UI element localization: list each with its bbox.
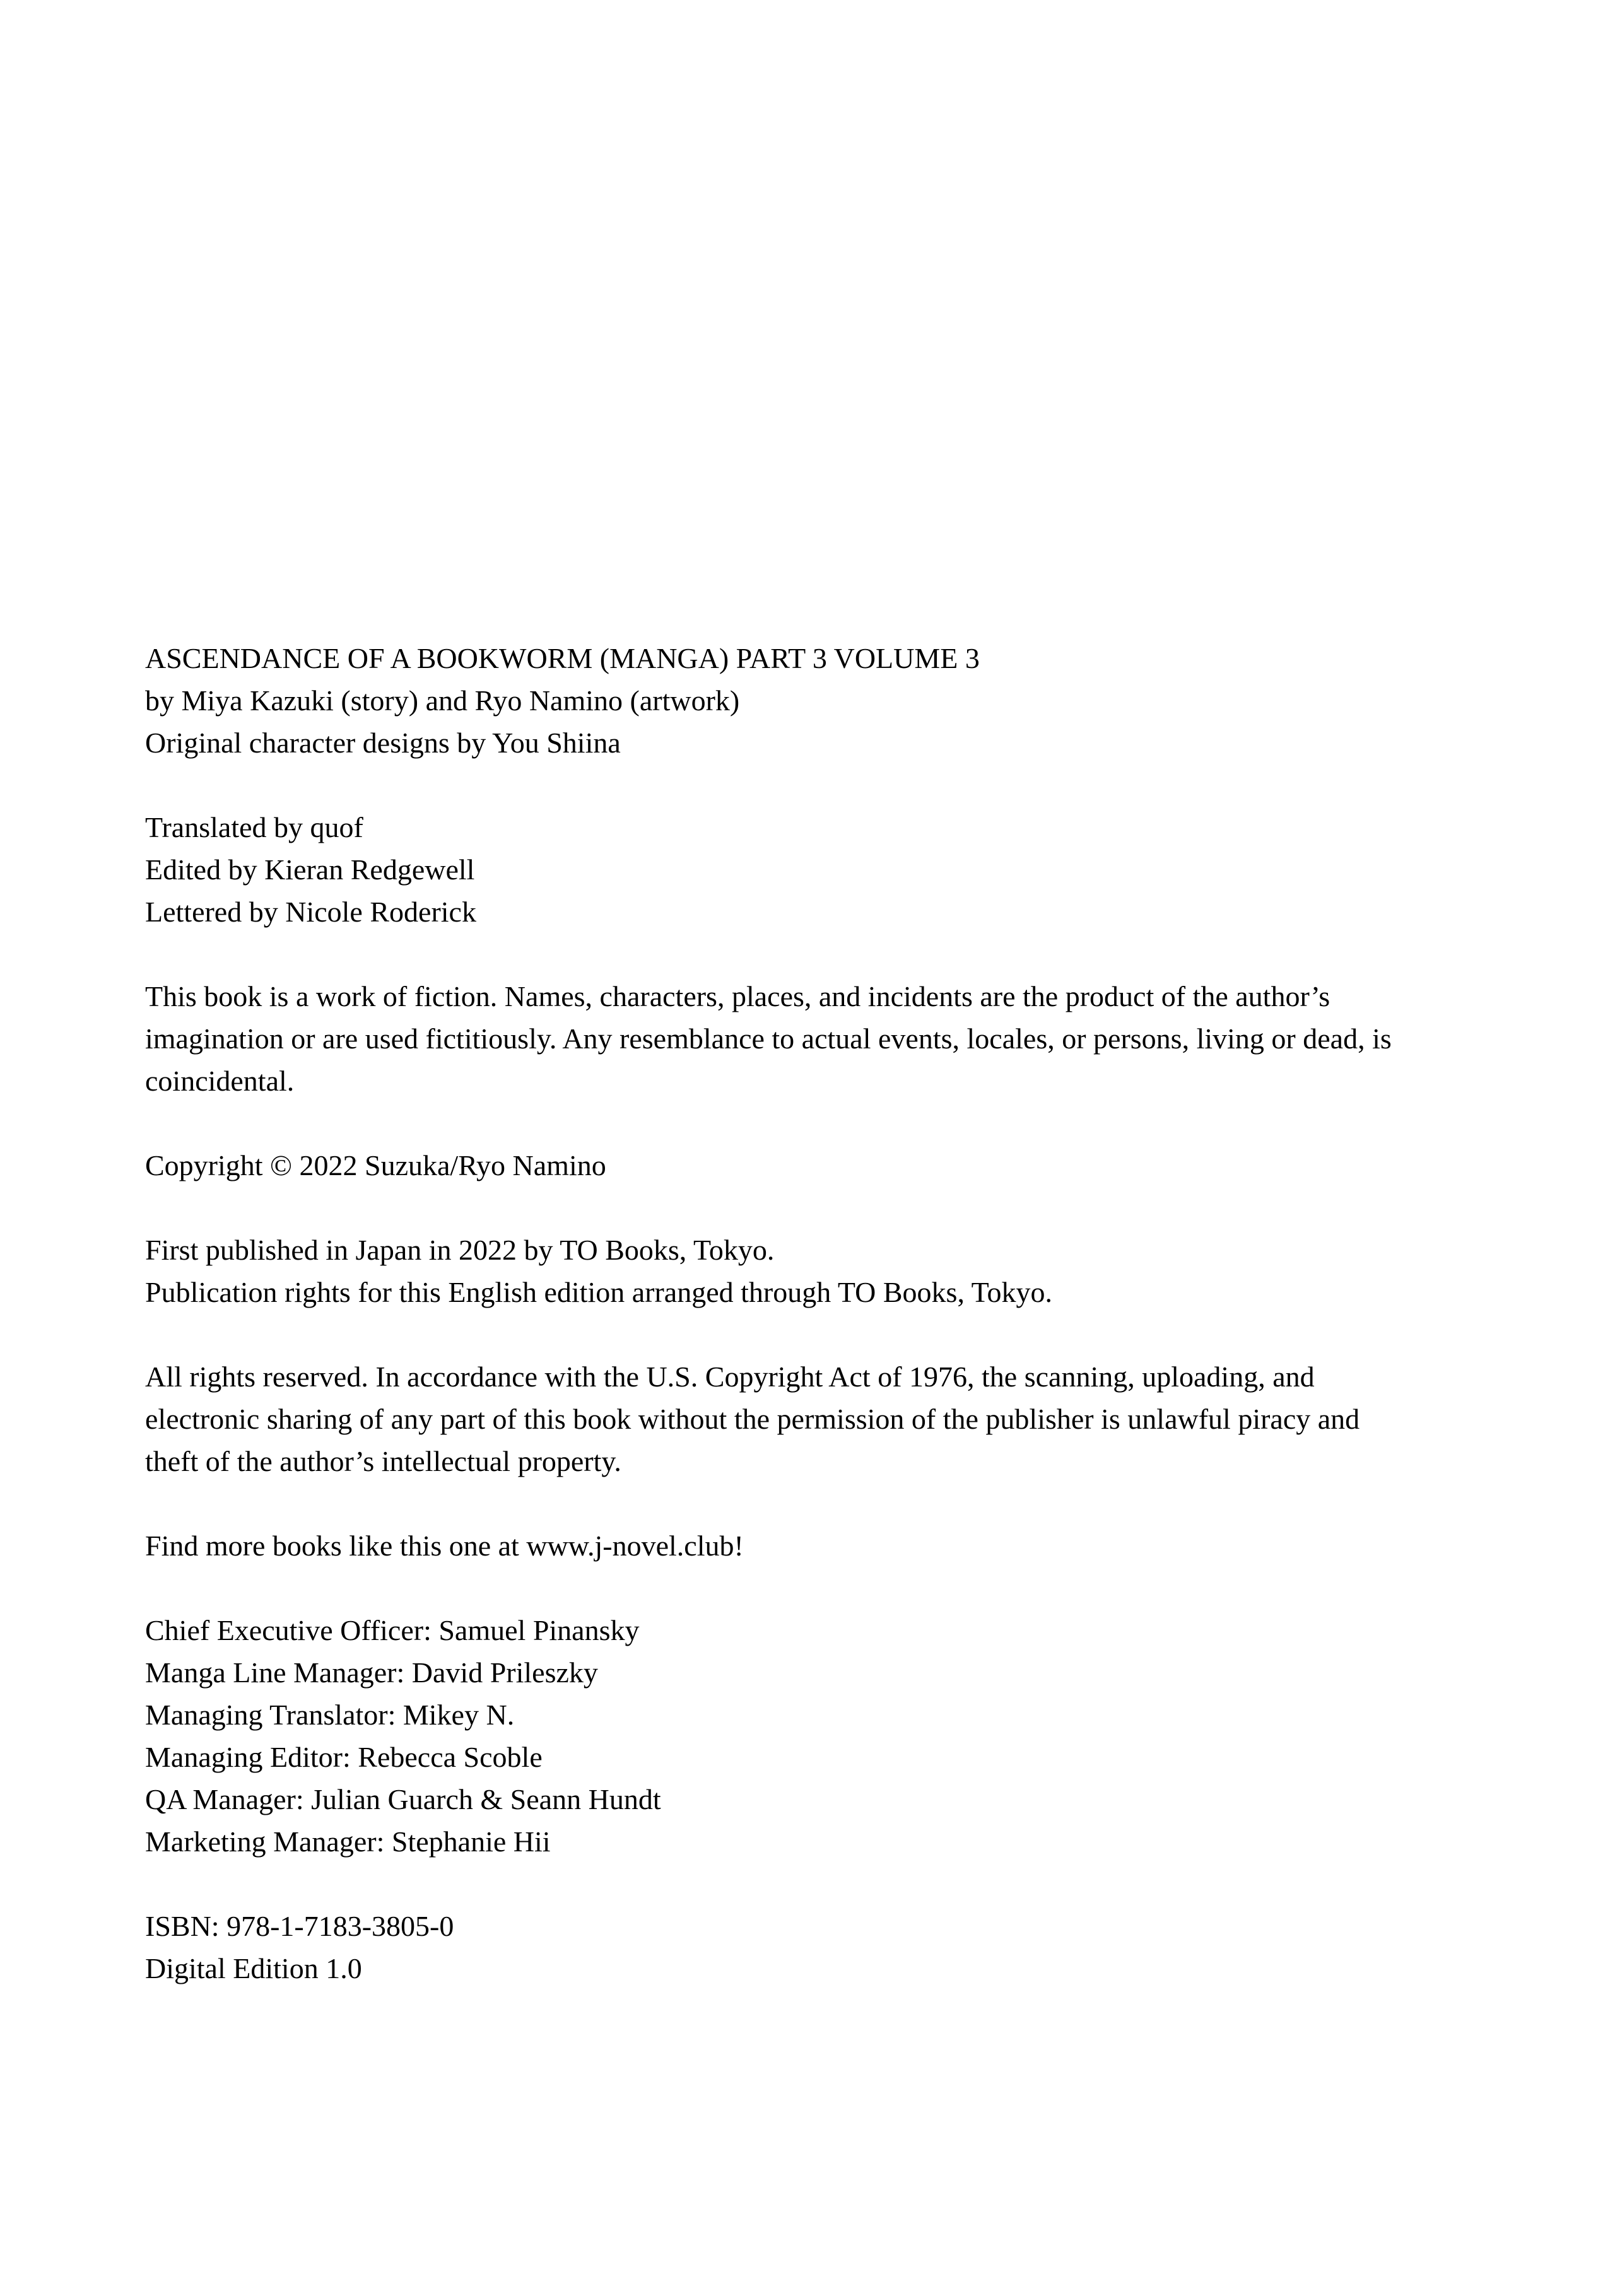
publication-rights-line: Publication rights for this English edition arranged through TO Books, Tokyo.	[145, 1276, 1053, 1308]
qa-manager-credit: QA Manager: Julian Guarch & Seann Hundt	[145, 1783, 661, 1815]
rights-reserved-text: All rights reserved. In accordance with the U.S. Copyright Act of 1976, the scanning, uploading, and electronic sharing of any part of this book without the permission of the publisher is unlawful piracy and theft of the author’s intellectual property.	[145, 1361, 1367, 1477]
letterer-credit: Lettered by Nicole Roderick	[145, 896, 476, 928]
managing-editor-credit: Managing Editor: Rebecca Scoble	[145, 1741, 543, 1773]
block-copyright	[145, 1144, 1401, 1186]
marketing-manager-credit: Marketing Manager: Stephanie Hii	[145, 1825, 551, 1858]
book-colophon-page	[145, 637, 1401, 1989]
isbn-line: ISBN: 978-1-7183-3805-0	[145, 1910, 454, 1942]
book-title: ASCENDANCE OF A BOOKWORM (MANGA) PART 3 VOLUME 3	[145, 642, 980, 674]
editor-credit: Edited by Kieran Redgewell	[145, 853, 475, 886]
character-design-credit: Original character designs by You Shiina	[145, 727, 621, 759]
digital-edition-line: Digital Edition 1.0	[145, 1952, 362, 1984]
author-credit: by Miya Kazuki (story) and Ryo Namino (artwork)	[145, 684, 740, 717]
block-company-staff	[145, 1609, 1401, 1863]
block-edition-info	[145, 1905, 1401, 1989]
block-localization-staff	[145, 806, 1401, 933]
find-more-books-line: Find more books like this one at www.j-novel.club!	[145, 1530, 744, 1562]
translator-credit: Translated by quof	[145, 811, 363, 843]
block-rights-reserved	[145, 1356, 1401, 1482]
block-publication	[145, 1229, 1401, 1313]
block-fiction-disclaimer	[145, 975, 1401, 1102]
fiction-disclaimer-text: This book is a work of fiction. Names, characters, places, and incidents are the product of the author’s imagination or are used fictitiously. Any resemblance to actual events, locales, or persons, living or dead, is coincidental.	[145, 980, 1399, 1097]
first-published-line: First published in Japan in 2022 by TO Books, Tokyo.	[145, 1234, 775, 1266]
manga-line-manager-credit: Manga Line Manager: David Prileszky	[145, 1656, 598, 1689]
ceo-credit: Chief Executive Officer: Samuel Pinansky	[145, 1614, 640, 1646]
copyright-notice: Copyright © 2022 Suzuka/Ryo Namino	[145, 1149, 606, 1181]
block-promo	[145, 1525, 1401, 1567]
block-title-credits	[145, 637, 1401, 764]
managing-translator-credit: Managing Translator: Mikey N.	[145, 1699, 515, 1731]
